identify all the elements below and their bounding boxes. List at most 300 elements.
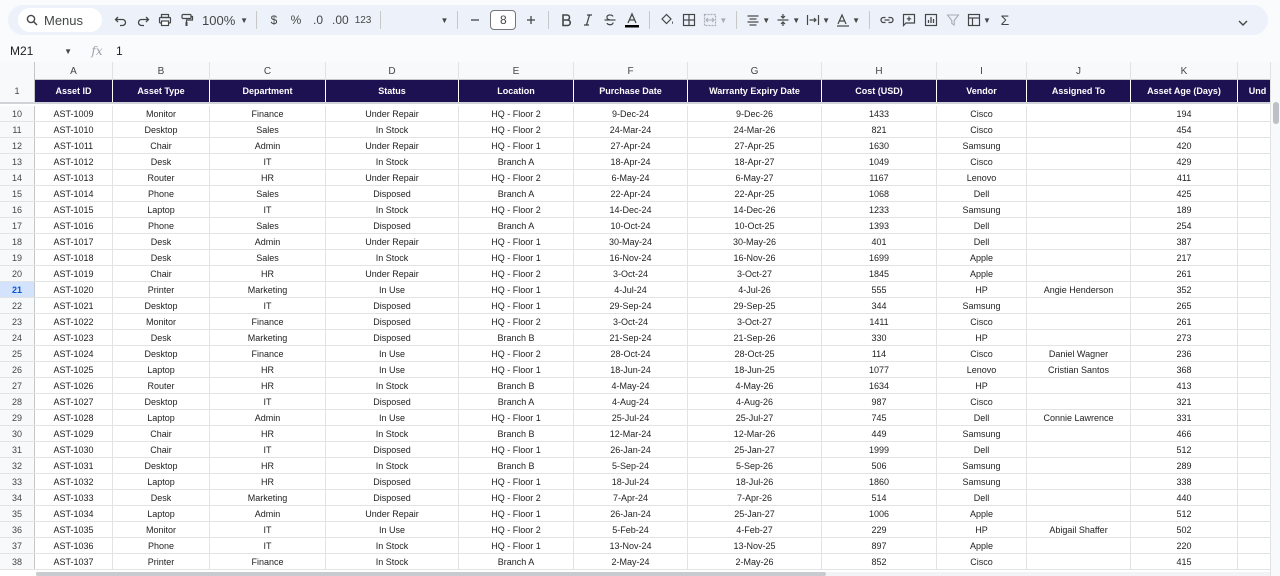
table-cell[interactable]: 30-May-26 (688, 234, 822, 249)
text-wrapping-button[interactable] (803, 8, 833, 32)
table-cell[interactable]: Chair (113, 138, 210, 153)
table-cell[interactable]: 21-Sep-24 (574, 330, 688, 345)
table-cell[interactable]: Desktop (113, 346, 210, 361)
table-cell[interactable]: Dell (937, 186, 1027, 201)
table-cell[interactable]: 18-Jun-24 (574, 362, 688, 377)
table-cell[interactable]: Finance (210, 106, 326, 121)
table-cell[interactable]: 24-Mar-24 (574, 122, 688, 137)
table-cell[interactable]: HQ - Floor 2 (459, 122, 574, 137)
table-cell[interactable]: Marketing (210, 490, 326, 505)
table-cell[interactable] (1238, 170, 1270, 185)
table-cell[interactable]: In Use (326, 410, 459, 425)
table-cell[interactable] (1027, 506, 1131, 521)
table-cell[interactable]: 420 (1131, 138, 1238, 153)
table-cell[interactable]: In Use (326, 346, 459, 361)
table-cell[interactable]: Sales (210, 122, 326, 137)
table-cell[interactable] (1238, 346, 1270, 361)
table-cell[interactable]: 25-Jul-24 (574, 410, 688, 425)
table-cell[interactable]: AST-1027 (35, 394, 113, 409)
table-cell[interactable]: AST-1036 (35, 538, 113, 553)
percent-format-button[interactable]: % (290, 13, 302, 27)
table-cell[interactable] (1238, 266, 1270, 281)
table-cell[interactable]: 413 (1131, 378, 1238, 393)
table-cell[interactable]: HR (210, 426, 326, 441)
table-cell[interactable]: Under Repair (326, 106, 459, 121)
table-cell[interactable]: Samsung (937, 458, 1027, 473)
table-cell[interactable] (1027, 442, 1131, 457)
row-number[interactable]: 1 (0, 80, 35, 102)
table-cell[interactable]: 18-Apr-27 (688, 154, 822, 169)
table-cell[interactable]: HQ - Floor 2 (459, 202, 574, 217)
table-cell[interactable] (1027, 154, 1131, 169)
table-cell[interactable]: HQ - Floor 1 (459, 442, 574, 457)
row-number[interactable]: 13 (0, 154, 35, 169)
table-cell[interactable] (1027, 218, 1131, 233)
column-header[interactable]: D (326, 62, 459, 80)
table-cell[interactable]: Abigail Shaffer (1027, 522, 1131, 537)
table-cell[interactable]: AST-1012 (35, 154, 113, 169)
table-cell[interactable]: 1699 (822, 250, 937, 265)
table-cell[interactable]: Branch A (459, 218, 574, 233)
table-cell[interactable]: AST-1017 (35, 234, 113, 249)
table-cell[interactable]: Laptop (113, 506, 210, 521)
table-cell[interactable]: Phone (113, 538, 210, 553)
table-cell[interactable]: HP (937, 522, 1027, 537)
table-cell[interactable]: 512 (1131, 442, 1238, 457)
table-cell[interactable]: Under Repair (326, 170, 459, 185)
table-cell[interactable]: Monitor (113, 106, 210, 121)
insert-chart-button[interactable] (920, 8, 942, 32)
table-cell[interactable]: 18-Apr-24 (574, 154, 688, 169)
table-cell[interactable] (1027, 250, 1131, 265)
table-cell[interactable]: Apple (937, 506, 1027, 521)
table-cell[interactable] (1027, 234, 1131, 249)
table-cell[interactable]: 1068 (822, 186, 937, 201)
column-header[interactable]: I (937, 62, 1027, 80)
bold-button[interactable] (555, 8, 577, 32)
table-cell[interactable]: 368 (1131, 362, 1238, 377)
table-cell[interactable] (1238, 474, 1270, 489)
table-cell[interactable]: HQ - Floor 2 (459, 266, 574, 281)
header-cell[interactable]: Warranty Expiry Date (688, 80, 822, 102)
vertical-scrollbar[interactable] (1270, 62, 1280, 576)
table-cell[interactable]: 3-Oct-27 (688, 266, 822, 281)
table-cell[interactable]: AST-1031 (35, 458, 113, 473)
table-cell[interactable]: HQ - Floor 1 (459, 362, 574, 377)
table-cell[interactable]: Dell (937, 490, 1027, 505)
table-cell[interactable]: Branch A (459, 154, 574, 169)
table-cell[interactable] (1027, 122, 1131, 137)
table-cell[interactable]: Cisco (937, 394, 1027, 409)
table-cell[interactable]: 22-Apr-24 (574, 186, 688, 201)
table-cell[interactable]: Branch B (459, 330, 574, 345)
table-cell[interactable]: Samsung (937, 474, 1027, 489)
header-cell[interactable]: Location (459, 80, 574, 102)
table-cell[interactable]: 3-Oct-24 (574, 314, 688, 329)
table-cell[interactable]: Cristian Santos (1027, 362, 1131, 377)
table-cell[interactable]: Samsung (937, 298, 1027, 313)
table-cell[interactable]: 1006 (822, 506, 937, 521)
table-cell[interactable]: 466 (1131, 426, 1238, 441)
table-cell[interactable]: 1393 (822, 218, 937, 233)
table-cell[interactable] (1027, 378, 1131, 393)
table-cell[interactable]: 1411 (822, 314, 937, 329)
table-cell[interactable]: HQ - Floor 1 (459, 250, 574, 265)
table-cell[interactable]: Branch A (459, 394, 574, 409)
table-cell[interactable]: In Stock (326, 458, 459, 473)
table-cell[interactable]: HQ - Floor 1 (459, 282, 574, 297)
table-cell[interactable]: AST-1025 (35, 362, 113, 377)
row-number[interactable]: 14 (0, 170, 35, 185)
table-cell[interactable]: Finance (210, 554, 326, 569)
select-all-corner[interactable] (0, 62, 35, 80)
table-cell[interactable]: Monitor (113, 522, 210, 537)
collapse-toolbar-button[interactable] (1232, 11, 1254, 35)
table-cell[interactable] (1027, 202, 1131, 217)
table-cell[interactable] (1238, 506, 1270, 521)
table-cell[interactable] (1027, 106, 1131, 121)
table-cell[interactable]: 9-Dec-26 (688, 106, 822, 121)
row-number[interactable]: 22 (0, 298, 35, 313)
table-cell[interactable] (1027, 458, 1131, 473)
insert-comment-button[interactable] (898, 8, 920, 32)
table-cell[interactable]: Desktop (113, 458, 210, 473)
table-cell[interactable] (1027, 538, 1131, 553)
table-cell[interactable]: 429 (1131, 154, 1238, 169)
row-number[interactable]: 28 (0, 394, 35, 409)
table-cell[interactable]: HQ - Floor 2 (459, 490, 574, 505)
table-cell[interactable]: 4-Aug-24 (574, 394, 688, 409)
table-cell[interactable]: AST-1024 (35, 346, 113, 361)
table-cell[interactable]: AST-1021 (35, 298, 113, 313)
table-cell[interactable] (1027, 170, 1131, 185)
table-cell[interactable]: Admin (210, 138, 326, 153)
table-cell[interactable]: Desktop (113, 394, 210, 409)
horizontal-align-button[interactable] (743, 8, 773, 32)
column-header[interactable]: C (210, 62, 326, 80)
column-header[interactable]: K (1131, 62, 1238, 80)
table-cell[interactable]: 29-Sep-24 (574, 298, 688, 313)
table-cell[interactable]: 18-Jul-24 (574, 474, 688, 489)
table-cell[interactable]: 236 (1131, 346, 1238, 361)
table-cell[interactable]: HQ - Floor 1 (459, 234, 574, 249)
table-cell[interactable]: 454 (1131, 122, 1238, 137)
header-cell[interactable]: Cost (USD) (822, 80, 937, 102)
table-cell[interactable]: Branch B (459, 458, 574, 473)
row-number[interactable]: 12 (0, 138, 35, 153)
row-number[interactable]: 25 (0, 346, 35, 361)
table-cell[interactable]: 321 (1131, 394, 1238, 409)
table-cell[interactable]: Chair (113, 426, 210, 441)
table-cell[interactable]: In Stock (326, 426, 459, 441)
table-cell[interactable] (1238, 330, 1270, 345)
table-cell[interactable]: In Stock (326, 538, 459, 553)
table-cell[interactable]: Disposed (326, 186, 459, 201)
row-number[interactable]: 26 (0, 362, 35, 377)
table-cell[interactable]: 555 (822, 282, 937, 297)
table-cell[interactable]: 25-Jul-27 (688, 410, 822, 425)
table-cell[interactable]: 852 (822, 554, 937, 569)
table-cell[interactable]: 440 (1131, 490, 1238, 505)
table-cell[interactable]: 289 (1131, 458, 1238, 473)
table-cell[interactable]: 12-Mar-26 (688, 426, 822, 441)
table-cell[interactable]: 745 (822, 410, 937, 425)
table-cell[interactable]: 4-Aug-26 (688, 394, 822, 409)
table-cell[interactable] (1027, 394, 1131, 409)
table-cell[interactable] (1238, 554, 1270, 569)
table-cell[interactable]: Admin (210, 410, 326, 425)
table-cell[interactable]: IT (210, 202, 326, 217)
table-cell[interactable]: Desktop (113, 298, 210, 313)
row-number[interactable]: 18 (0, 234, 35, 249)
row-number[interactable]: 20 (0, 266, 35, 281)
table-cell[interactable]: 4-Feb-27 (688, 522, 822, 537)
table-cell[interactable]: 5-Feb-24 (574, 522, 688, 537)
table-cell[interactable]: Under Repair (326, 266, 459, 281)
column-header[interactable]: A (35, 62, 113, 80)
table-cell[interactable]: AST-1019 (35, 266, 113, 281)
table-cell[interactable]: AST-1018 (35, 250, 113, 265)
table-cell[interactable]: 344 (822, 298, 937, 313)
table-cell[interactable]: 4-May-24 (574, 378, 688, 393)
table-cell[interactable]: HQ - Floor 2 (459, 346, 574, 361)
table-cell[interactable]: AST-1030 (35, 442, 113, 457)
table-cell[interactable]: 1167 (822, 170, 937, 185)
table-cell[interactable] (1027, 330, 1131, 345)
table-cell[interactable]: 4-Jul-24 (574, 282, 688, 297)
table-cell[interactable]: Router (113, 170, 210, 185)
table-cell[interactable]: 5-Sep-24 (574, 458, 688, 473)
table-cell[interactable]: Router (113, 378, 210, 393)
table-cell[interactable]: In Stock (326, 202, 459, 217)
table-cell[interactable]: Disposed (326, 490, 459, 505)
table-cell[interactable] (1238, 186, 1270, 201)
filter-views-button[interactable] (964, 8, 994, 32)
row-number[interactable]: 17 (0, 218, 35, 233)
table-cell[interactable]: AST-1032 (35, 474, 113, 489)
table-cell[interactable]: AST-1013 (35, 170, 113, 185)
table-cell[interactable]: 1233 (822, 202, 937, 217)
table-cell[interactable]: 1077 (822, 362, 937, 377)
table-cell[interactable]: HR (210, 458, 326, 473)
table-cell[interactable]: Cisco (937, 314, 1027, 329)
increase-decimal-button[interactable] (329, 8, 352, 32)
table-cell[interactable]: In Use (326, 522, 459, 537)
table-cell[interactable]: Desk (113, 154, 210, 169)
table-cell[interactable]: 425 (1131, 186, 1238, 201)
table-cell[interactable]: 18-Jun-25 (688, 362, 822, 377)
table-cell[interactable]: Apple (937, 266, 1027, 281)
table-cell[interactable]: Dell (937, 410, 1027, 425)
table-cell[interactable] (1238, 490, 1270, 505)
table-cell[interactable] (1238, 154, 1270, 169)
header-cell[interactable]: Purchase Date (574, 80, 688, 102)
table-cell[interactable]: AST-1016 (35, 218, 113, 233)
table-cell[interactable]: 411 (1131, 170, 1238, 185)
table-cell[interactable]: 6-May-24 (574, 170, 688, 185)
table-cell[interactable]: Sales (210, 218, 326, 233)
table-cell[interactable]: 254 (1131, 218, 1238, 233)
table-cell[interactable]: 194 (1131, 106, 1238, 121)
table-cell[interactable]: 220 (1131, 538, 1238, 553)
table-cell[interactable]: Connie Lawrence (1027, 410, 1131, 425)
table-cell[interactable]: 13-Nov-25 (688, 538, 822, 553)
row-number[interactable]: 15 (0, 186, 35, 201)
table-cell[interactable]: In Stock (326, 154, 459, 169)
table-cell[interactable]: Chair (113, 442, 210, 457)
table-cell[interactable]: Samsung (937, 202, 1027, 217)
column-header[interactable] (1238, 62, 1270, 80)
table-cell[interactable]: Laptop (113, 362, 210, 377)
table-cell[interactable]: HQ - Floor 1 (459, 410, 574, 425)
italic-button[interactable] (577, 8, 599, 32)
table-cell[interactable]: Chair (113, 266, 210, 281)
table-cell[interactable]: 22-Apr-25 (688, 186, 822, 201)
column-header[interactable]: B (113, 62, 210, 80)
table-cell[interactable] (1238, 218, 1270, 233)
table-cell[interactable]: Branch A (459, 554, 574, 569)
table-cell[interactable]: 1634 (822, 378, 937, 393)
table-cell[interactable] (1238, 394, 1270, 409)
table-cell[interactable] (1238, 458, 1270, 473)
table-cell[interactable]: HP (937, 282, 1027, 297)
table-cell[interactable]: 330 (822, 330, 937, 345)
borders-button[interactable] (678, 8, 700, 32)
table-cell[interactable]: Desk (113, 330, 210, 345)
header-cell[interactable]: Vendor (937, 80, 1027, 102)
table-cell[interactable]: 1860 (822, 474, 937, 489)
table-cell[interactable]: Branch B (459, 426, 574, 441)
table-cell[interactable]: AST-1034 (35, 506, 113, 521)
table-cell[interactable]: 331 (1131, 410, 1238, 425)
table-cell[interactable]: Branch A (459, 186, 574, 201)
table-cell[interactable]: Disposed (326, 330, 459, 345)
table-cell[interactable]: Under Repair (326, 506, 459, 521)
table-cell[interactable]: 352 (1131, 282, 1238, 297)
table-cell[interactable]: 26-Jan-24 (574, 506, 688, 521)
table-cell[interactable]: HP (937, 330, 1027, 345)
row-number[interactable]: 32 (0, 458, 35, 473)
table-cell[interactable]: Disposed (326, 394, 459, 409)
table-cell[interactable]: In Stock (326, 378, 459, 393)
column-header[interactable]: F (574, 62, 688, 80)
row-number[interactable]: 29 (0, 410, 35, 425)
table-cell[interactable] (1238, 314, 1270, 329)
row-number[interactable]: 33 (0, 474, 35, 489)
table-cell[interactable]: Samsung (937, 138, 1027, 153)
table-cell[interactable]: AST-1022 (35, 314, 113, 329)
table-cell[interactable]: AST-1029 (35, 426, 113, 441)
table-cell[interactable]: 415 (1131, 554, 1238, 569)
table-cell[interactable]: Lenovo (937, 362, 1027, 377)
table-cell[interactable]: 897 (822, 538, 937, 553)
table-cell[interactable]: Disposed (326, 218, 459, 233)
table-cell[interactable] (1238, 362, 1270, 377)
column-header[interactable]: G (688, 62, 822, 80)
table-cell[interactable]: 9-Dec-24 (574, 106, 688, 121)
row-number[interactable]: 37 (0, 538, 35, 553)
table-cell[interactable]: HQ - Floor 2 (459, 522, 574, 537)
redo-button[interactable] (132, 8, 154, 32)
column-header[interactable]: E (459, 62, 574, 80)
table-cell[interactable]: Finance (210, 314, 326, 329)
table-cell[interactable]: Laptop (113, 474, 210, 489)
table-cell[interactable] (1027, 266, 1131, 281)
increase-font-size-button[interactable] (520, 8, 542, 32)
table-cell[interactable]: AST-1010 (35, 122, 113, 137)
table-cell[interactable]: Under Repair (326, 138, 459, 153)
table-cell[interactable]: 514 (822, 490, 937, 505)
table-cell[interactable]: 3-Oct-27 (688, 314, 822, 329)
table-cell[interactable]: 449 (822, 426, 937, 441)
table-cell[interactable] (1027, 314, 1131, 329)
zoom-select[interactable] (198, 8, 250, 32)
table-cell[interactable] (1027, 298, 1131, 313)
table-cell[interactable]: Samsung (937, 426, 1027, 441)
table-cell[interactable]: 338 (1131, 474, 1238, 489)
table-cell[interactable]: Dell (937, 218, 1027, 233)
table-cell[interactable]: AST-1028 (35, 410, 113, 425)
table-cell[interactable]: Laptop (113, 410, 210, 425)
table-cell[interactable] (1027, 474, 1131, 489)
table-cell[interactable]: AST-1035 (35, 522, 113, 537)
table-cell[interactable]: 26-Jan-24 (574, 442, 688, 457)
column-header[interactable]: H (822, 62, 937, 80)
table-cell[interactable]: 987 (822, 394, 937, 409)
table-cell[interactable]: 821 (822, 122, 937, 137)
column-header[interactable]: J (1027, 62, 1131, 80)
table-cell[interactable]: AST-1037 (35, 554, 113, 569)
row-number[interactable]: 36 (0, 522, 35, 537)
table-cell[interactable]: HP (937, 378, 1027, 393)
table-cell[interactable] (1238, 426, 1270, 441)
table-cell[interactable]: 13-Nov-24 (574, 538, 688, 553)
table-cell[interactable]: 25-Jan-27 (688, 506, 822, 521)
row-number[interactable]: 27 (0, 378, 35, 393)
table-cell[interactable]: Desktop (113, 122, 210, 137)
table-cell[interactable]: 10-Oct-24 (574, 218, 688, 233)
table-cell[interactable]: Cisco (937, 346, 1027, 361)
table-cell[interactable] (1238, 234, 1270, 249)
table-cell[interactable] (1238, 442, 1270, 457)
table-cell[interactable]: Printer (113, 554, 210, 569)
row-number[interactable]: 31 (0, 442, 35, 457)
table-cell[interactable] (1027, 186, 1131, 201)
table-cell[interactable]: AST-1014 (35, 186, 113, 201)
table-cell[interactable]: HQ - Floor 2 (459, 314, 574, 329)
table-cell[interactable]: AST-1009 (35, 106, 113, 121)
table-cell[interactable]: Desk (113, 490, 210, 505)
table-cell[interactable]: 5-Sep-26 (688, 458, 822, 473)
table-cell[interactable]: In Stock (326, 122, 459, 137)
table-cell[interactable]: In Stock (326, 554, 459, 569)
table-cell[interactable]: HQ - Floor 1 (459, 506, 574, 521)
table-cell[interactable]: 4-May-26 (688, 378, 822, 393)
table-cell[interactable] (1238, 282, 1270, 297)
table-cell[interactable]: 512 (1131, 506, 1238, 521)
row-number[interactable]: 11 (0, 122, 35, 137)
table-cell[interactable]: 12-Mar-24 (574, 426, 688, 441)
table-cell[interactable]: 7-Apr-26 (688, 490, 822, 505)
fill-color-button[interactable] (656, 8, 678, 32)
table-cell[interactable]: HR (210, 170, 326, 185)
table-cell[interactable]: In Use (326, 282, 459, 297)
table-cell[interactable]: Apple (937, 538, 1027, 553)
table-cell[interactable]: 10-Oct-25 (688, 218, 822, 233)
table-cell[interactable]: 27-Apr-25 (688, 138, 822, 153)
row-number[interactable]: 24 (0, 330, 35, 345)
table-cell[interactable]: Under Repair (326, 234, 459, 249)
